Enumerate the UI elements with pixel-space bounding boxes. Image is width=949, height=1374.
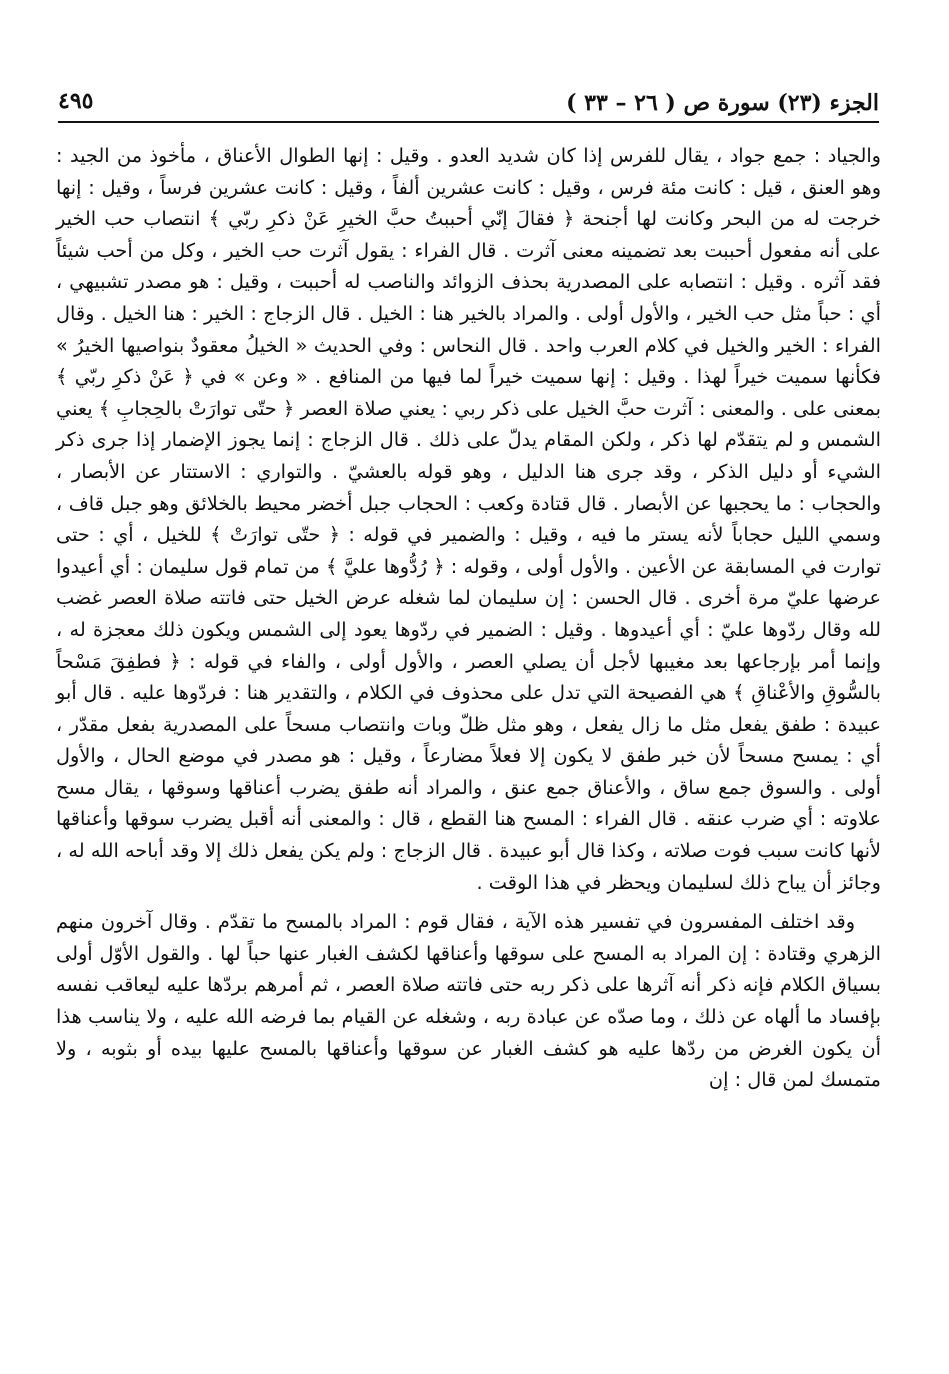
running-title: الجزء (٢٣) سورة ص ( ٢٦ – ٣٣ ) [566, 90, 879, 116]
page-number: ٤٩٥ [58, 88, 94, 114]
paragraph-1: والجياد : جمع جواد ، يقال للفرس إذا كان شديد العدو . وقيل : إنها الطوال الأعناق ، مأخوذ من الجيد : وهو العنق ، قيل : كانت مئة فرس ، وقيل : كانت عشرين ألفاً ، وقيل : كانت عشرين فرساً ، وقيل : إنها خرجت له من البحر وكانت لها أجنحة ﴿ فقالَ إنّي أحببتُ حبَّ الخيرِ عَنْ ذكرِ ربّي ﴾ انتصاب حب الخير على أنه مفعول أحببت بعد تضمينه معنى آثرت . قال الفراء : يقول آثرت حب الخير ، وكل من أحب شيئاً فقد آثره . وقيل : انتصابه على المصدرية بحذف الزوائد والناصب له أحببت ، وقيل : هو مصدر تشبيهي ، أي : حباً مثل حب الخير ، والأول أولى . والمراد بالخير هنا : الخيل . قال الزجاج : الخير : هنا الخيل . وقال الفراء : الخير والخيل في كلام العرب واحد . قال النحاس : وفي الحديث « الخيلُ معقودٌ بنواصيها الخيرُ » فكأنها سميت خيراً لهذا . وقيل : إنها سميت خيراً لما فيها من المنافع . « وعن » في ﴿ عَنْ ذكرِ ربّي ﴾ بمعنى على . والمعنى : آثرت حبَّ الخيل على ذكر ربي : يعني صلاة العصر ﴿ حتّى توارَتْ بالحِجابِ ﴾ يعني الشمس و لم يتقدّم لها ذكر ، ولكن المقام يدلّ على ذلك . قال الزجاج : إنما يجوز الإضمار إذا جرى ذكر الشيء أو دليل الذكر ، وقد جرى هنا الدليل ، وهو قوله بالعشيّ . والتواري : الاستتار عن الأبصار ، والحجاب : ما يحجبها عن الأبصار . قال قتادة وكعب : الحجاب جبل أخضر محيط بالخلائق وهو جبل قاف ، وسمي الليل حجاباً لأنه يستر ما فيه ، وقيل : والضمير في قوله : ﴿ حتّى توارَتْ ﴾ للخيل ، أي : حتى توارت في المسابقة عن الأعين . والأول أولى ، وقوله : ﴿ رُدُّوها عليَّ ﴾ من تمام قول سليمان : أي أعيدوا عرضها عليّ مرة أخرى . قال الحسن : إن سليمان لما شغله عرض الخيل حتى فاتته صلاة العصر غضب لله وقال ردّوها عليّ : أي أعيدوها . وقيل : الضمير في ردّوها يعود إلى الشمس ويكون ذلك معجزة له ، وإنما أمر بإرجاعها بعد مغيبها لأجل أن يصلي العصر ، والأول أولى ، والفاء في قوله : ﴿ فطفِقَ مَسْحاً بالسُّوقِ والأعْناقِ ﴾ هي الفصيحة التي تدل على محذوف في الكلام ، والتقدير هنا : فردّوها عليه . قال أبو عبيدة : طفق يفعل مثل ما زال يفعل ، وهو مثل ظلّ وبات وانتصاب مسحاً على المصدرية بفعل مقدّر ، أي : يمسح مسحاً لأن خبر طفق لا يكون إلا فعلاً مضارعاً ، وقيل : هو مصدر في موضع الحال ، والأول أولى . والسوق جمع ساق ، والأعناق جمع عنق ، والمراد أنه طفق يضرب أعناقها وسوقها ، يقال مسح علاوته : أي ضرب عنقه . قال الفراء : المسح هنا القطع ، قال : والمعنى أنه أقبل يضرب سوقها وأعناقها لأنها كانت سبب فوت صلاته ، وكذا قال أبو عبيدة . قال الزجاج : ولم يكن يفعل ذلك إلا وقد أباحه الله له ، وجائز أن يباح ذلك لسليمان ويحظر في هذا الوقت . [56, 144, 881, 894]
header-rule [58, 121, 879, 123]
body-text [56, 140, 881, 1096]
page-header [58, 86, 879, 118]
paragraph-2: وقد اختلف المفسرون في تفسير هذه الآية ، فقال قوم : المراد بالمسح ما تقدّم . وقال آخرون منهم الزهري وقتادة : إن المراد به المسح على سوقها وأعناقها لكشف الغبار عنها حباً لها . والقول الأوّل أولى بسياق الكلام فإنه ذكر أنه آثرها على ذكر ربه حتى فاتته صلاة العصر ، ثم أمرهم بردّها عليه ليعاقب نفسه بإفساد ما ألهاه عن ذلك ، وما صدّه عن عبادة ربه ، وشغله عن القيام بما فرضه الله عليه ، ولا يناسب هذا أن يكون الغرض من ردّها عليه هو كشف الغبار عن سوقها وأعناقها بالمسح عليها بيده أو بثوبه ، ولا متمسك لمن قال : إن [56, 910, 881, 1092]
